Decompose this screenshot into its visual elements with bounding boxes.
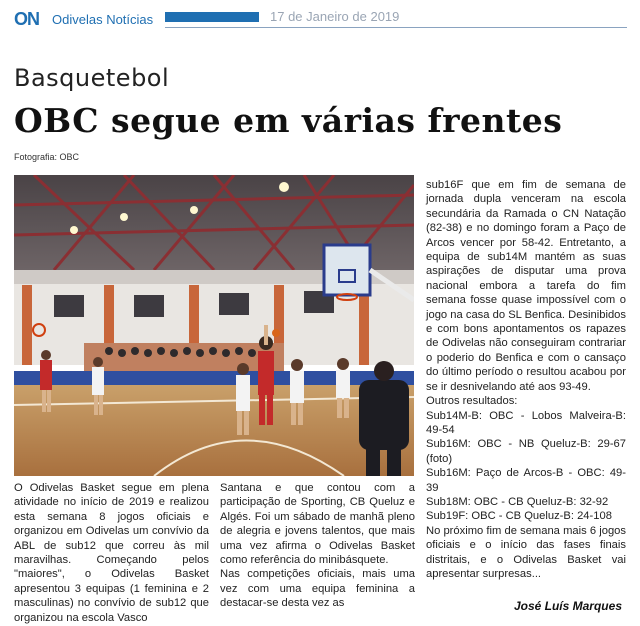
result-line: Sub16M: Paço de Arcos-B - OBC: 49-39 <box>426 467 626 494</box>
header-accent-bar <box>165 12 259 22</box>
publication-logo: ON <box>14 9 39 29</box>
basketball-game-photo <box>14 175 414 476</box>
article-paragraph: Santana e que contou com a participação de Sporting, CB Queluz e Algés. Foi um sábado de manhã pleno de alegria e jovens talentos, que mais uma vez afirma o Odivelas Basket como referência do minibásquete. <box>220 482 415 567</box>
article-headline: OBC segue em várias frentes <box>14 101 563 140</box>
article-author: José Luís Marques <box>513 599 622 613</box>
article-column-2 <box>220 481 415 611</box>
publication-name: Odivelas Notícias <box>52 12 154 27</box>
result-line: Sub16M: OBC - NB Queluz-B: 29-67 (foto) <box>426 438 626 465</box>
article-paragraph: O Odivelas Basket segue em plena atividade no início de 2019 e realizou esta semana 8 jogos oficiais e organizou em Odivelas um convívio da ABL de sub12 que correu às mil maravilhas. Começando pelos "maiores", o Odivelas Basket apresentou 3 equipas (1 feminina e 2 masculinas) no convívio de sub12 que organizou na escola Vasco <box>14 482 209 624</box>
section-title: Basquetebol <box>14 64 170 92</box>
result-line: Sub18M: OBC - CB Queluz-B: 32-92 <box>426 495 609 508</box>
results-title: Outros resultados: <box>426 395 518 408</box>
article-paragraph: No próximo fim de semana mais 6 jogos oficiais e o início das fases finais distritais, e o Odivelas Basket vai apresentar surpresas... <box>426 524 626 580</box>
result-line: Sub19F: OBC - CB Queluz-B: 24-108 <box>426 510 612 523</box>
header-rule <box>165 27 627 28</box>
article-column-3 <box>426 178 626 581</box>
article-photo <box>14 175 414 476</box>
result-line: Sub14M-B: OBC - Lobos Malveira-B: 49-54 <box>426 409 626 436</box>
photo-credit: Fotografia: OBC <box>14 152 80 162</box>
article-column-1 <box>14 481 209 625</box>
article-paragraph: sub16F que em fim de semana de jornada dupla venceram na escola secundária da Ramada o CN Natação (82-38) e no domingo foram a Paço de Arcos vencer por 58-42. Entretanto, a equipa de sub14M mantém as suas aspirações de disputar uma prova nacional embora a tarefa do fim semana fosse quase impossível com o jogo na casa do SL Benfica. Desinibidos e com bons apontamentos os rapazes de Odivelas não conseguiram contrariar o poderio do Benfica e com o cansaço do último período o resultou acabou por se ir desnivelando até aos 93-49. <box>426 179 626 393</box>
results-list <box>426 394 626 524</box>
issue-date: 17 de Janeiro de 2019 <box>270 9 400 24</box>
article-paragraph: Nas competições oficiais, mais uma vez com uma equipa feminina a destacar-se desta vez as <box>220 568 415 610</box>
